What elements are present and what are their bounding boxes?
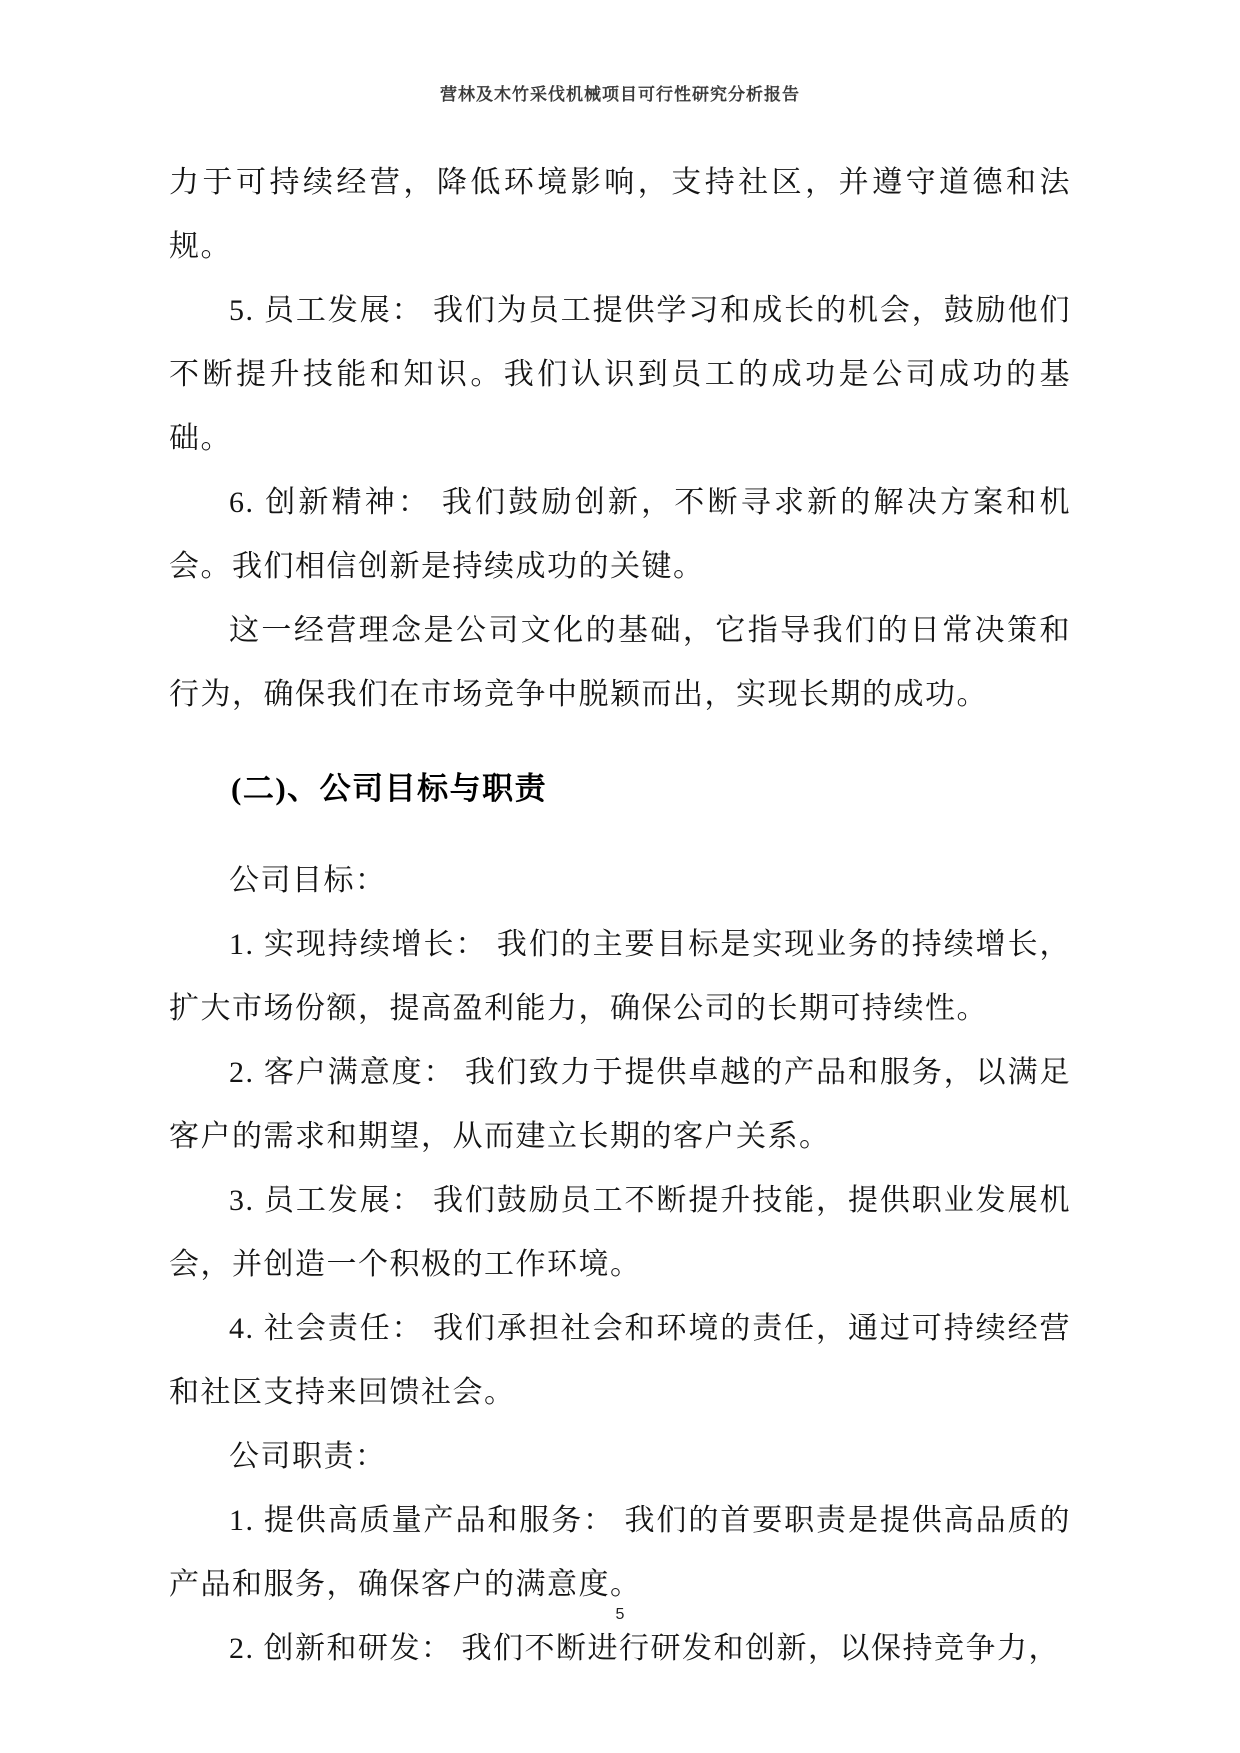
- paragraph-philosophy-summary: 这一经营理念是公司文化的基础，它指导我们的日常决策和行为，确保我们在市场竞争中脱颖而出，实现长期的成功。: [169, 614, 1071, 711]
- document-body: [0, 151, 1240, 1681]
- paragraph-goal-1-sustained-growth: 1. 实现持续增长： 我们的主要目标是实现业务的持续增长，扩大市场份额，提高盈利能力，确保公司的长期可持续性。: [169, 928, 1071, 1025]
- paragraph-continuation: 力于可持续经营，降低环境影响，支持社区，并遵守道德和法规。: [169, 166, 1071, 263]
- paragraph-company-duties-label: 公司职责：: [229, 1440, 387, 1473]
- paragraph-item-5-employee-development: 5. 员工发展： 我们为员工提供学习和成长的机会，鼓励他们不断提升技能和知识。我们认识到员工的成功是公司成功的基础。: [169, 294, 1071, 455]
- header-title: 营林及木竹采伐机械项目可行性研究分析报告: [440, 85, 800, 104]
- page-number: 5: [615, 1606, 625, 1623]
- paragraph-duty-2-innovation-rd: 2. 创新和研发： 我们不断进行研发和创新，以保持竞争力，: [229, 1632, 1060, 1665]
- paragraph-goal-3-employee-development: 3. 员工发展： 我们鼓励员工不断提升技能，提供职业发展机会，并创造一个积极的工作环境。: [169, 1184, 1071, 1281]
- paragraph-item-6-innovation-spirit: 6. 创新精神： 我们鼓励创新，不断寻求新的解决方案和机会。我们相信创新是持续成功的关键。: [169, 486, 1071, 583]
- paragraph-goal-4-social-responsibility: 4. 社会责任： 我们承担社会和环境的责任，通过可持续经营和社区支持来回馈社会。: [169, 1312, 1071, 1409]
- section-heading: (二)、公司目标与职责: [231, 771, 548, 806]
- paragraph-duty-1-quality-products: 1. 提供高质量产品和服务： 我们的首要职责是提供高品质的产品和服务，确保客户的满意度。: [169, 1504, 1071, 1601]
- page-header: [0, 80, 1240, 105]
- paragraph-goal-2-customer-satisfaction: 2. 客户满意度： 我们致力于提供卓越的产品和服务，以满足客户的需求和期望，从而建立长期的客户关系。: [169, 1056, 1071, 1153]
- page-footer: [0, 1606, 1240, 1624]
- paragraph-company-goals-label: 公司目标：: [229, 864, 387, 897]
